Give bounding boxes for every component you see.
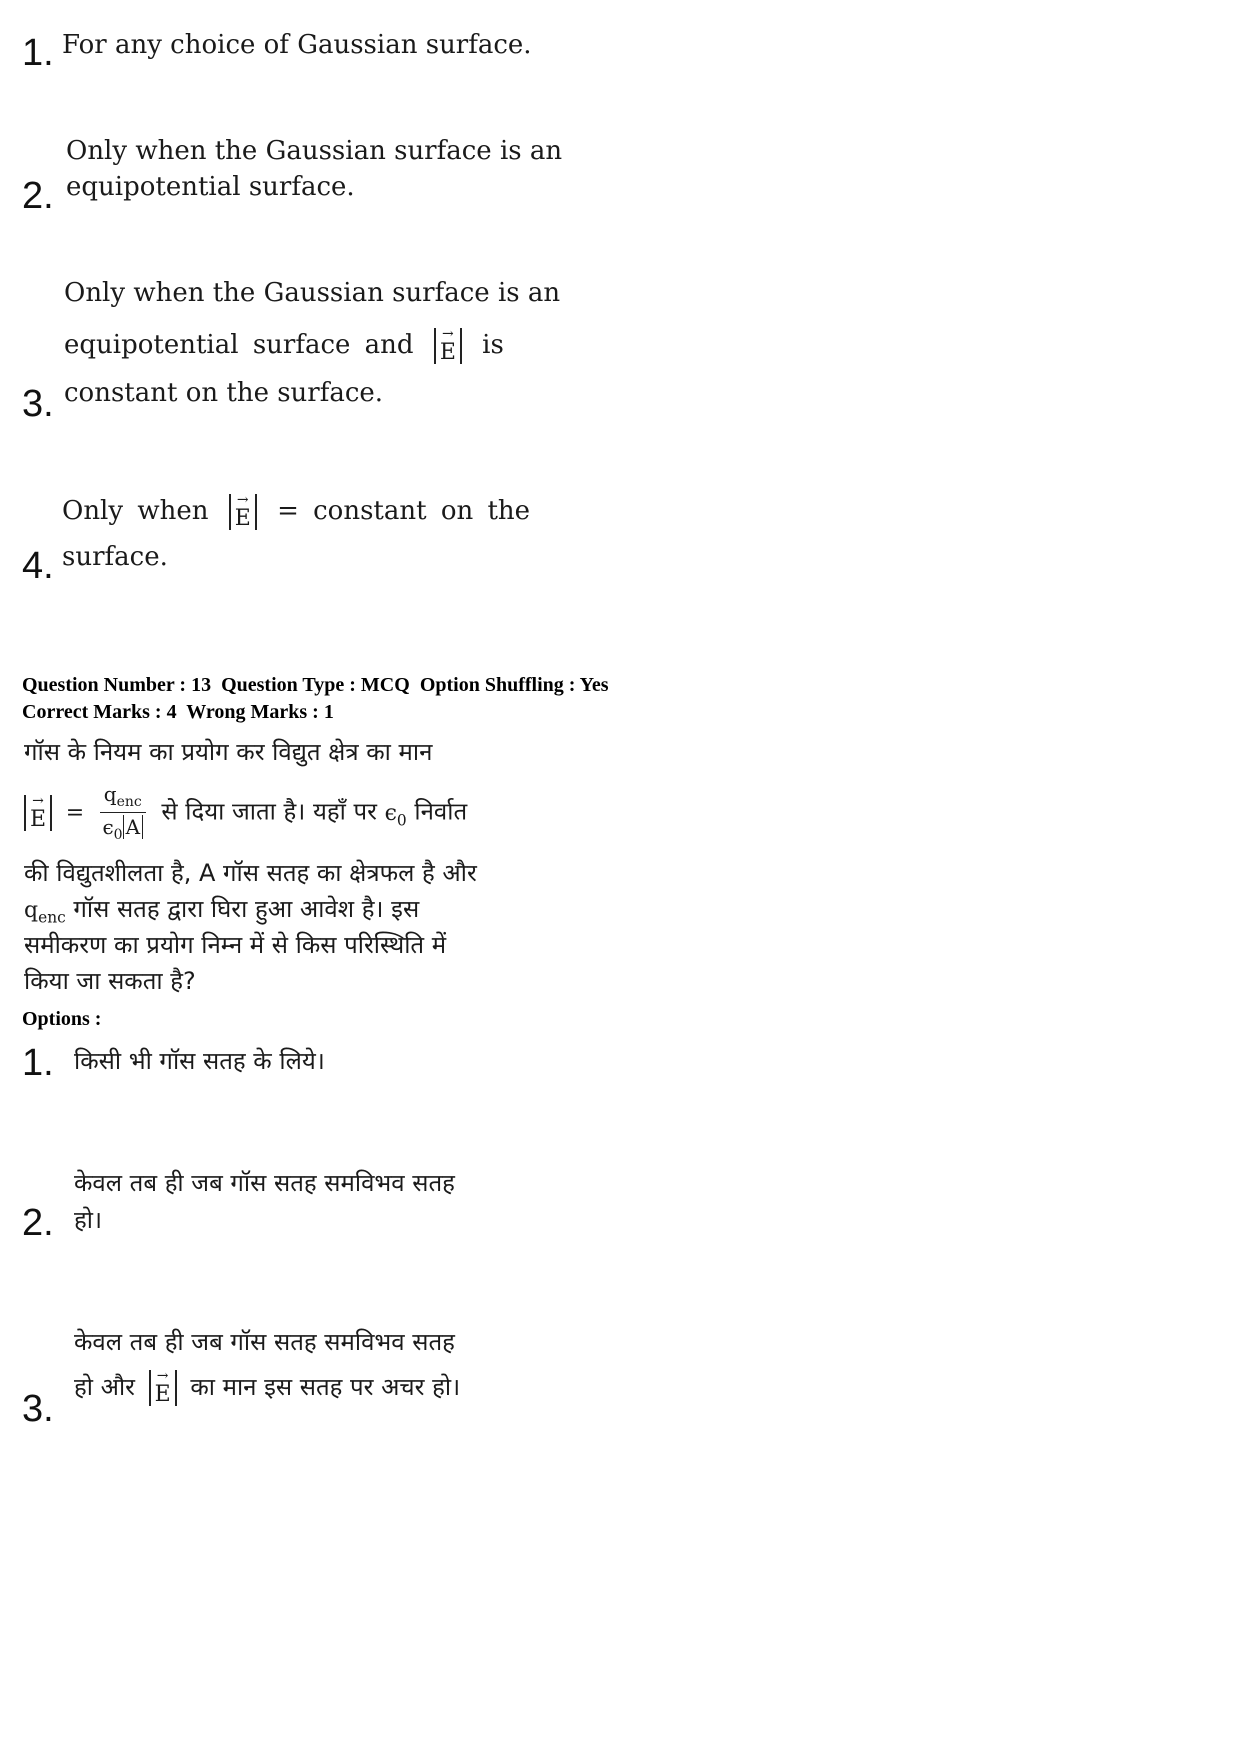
option-number: 1. (22, 32, 54, 74)
vector-e-magnitude: → E (229, 494, 257, 530)
options-label: Options : (22, 1008, 102, 1030)
question-text-line: किया जा सकता है? (24, 967, 196, 995)
option-text: surface. (62, 542, 168, 572)
option-text: केवल तब ही जब गॉस सतह समविभव सतह (74, 1169, 455, 1197)
option-text: For any choice of Gaussian surface. (62, 30, 532, 60)
vector-e-magnitude: → E (434, 328, 462, 364)
option-text: Only when the Gaussian surface is an (64, 278, 561, 308)
question-text-line: समीकरण का प्रयोग निम्न में से किस परिस्थिति में (24, 931, 447, 959)
option-shuffling: Option Shuffling : Yes (419, 674, 609, 696)
option-text-with-vector: equipotential surface and → E is (64, 326, 504, 365)
vector-e-magnitude: → E (24, 795, 52, 831)
option-number: 3. (22, 383, 54, 425)
option-text: equipotential surface. (66, 172, 355, 202)
correct-marks: Correct Marks : 4 (22, 701, 177, 723)
vector-e-magnitude: → E (149, 1370, 177, 1406)
question-text-line: गॉस के नियम का प्रयोग कर विद्युत क्षेत्र का मान (24, 738, 433, 766)
epsilon-zero: $\epsilon_0$ (384, 800, 407, 829)
question-meta-line1 (22, 674, 609, 697)
option-text: केवल तब ही जब गॉस सतह समविभव सतह (74, 1328, 455, 1356)
question-type: Question Type : MCQ (221, 674, 410, 696)
option-number: 1. (22, 1042, 54, 1084)
option-text-with-vector: हो और → E का मान इस सतह पर अचर हो। (74, 1368, 461, 1407)
question-text-line: $q_{enc}$ गॉस सतह द्वारा घिरा हुआ आवेश है। इस (24, 895, 420, 927)
option-text: Only when the Gaussian surface is an (66, 136, 563, 166)
question-meta-line2 (22, 701, 334, 724)
option-number: 2. (22, 1202, 54, 1244)
question-text-line: की विद्युतशीलता है, A गॉस सतह का क्षेत्रफल है और (24, 859, 477, 887)
question-equation-line: → E = $\frac{q_{enc}}{\epsilon_0 A}$ से दिया जाता है। यहाँ पर $\epsilon_0$ निर्वात (24, 782, 467, 843)
option-text-with-vector: Only when → E = constant on the (62, 492, 531, 531)
option-number: 2. (22, 175, 54, 217)
q-enc: $q_{enc}$ (24, 898, 66, 927)
gauss-law-fraction: $\frac{q_{enc}}{\epsilon_0 A}$ (100, 782, 146, 843)
option-text: हो। (74, 1206, 103, 1234)
option-text: किसी भी गॉस सतह के लिये। (74, 1047, 325, 1075)
question-number: Question Number : 13 (22, 674, 212, 696)
option-text: constant on the surface. (64, 378, 384, 408)
wrong-marks: Wrong Marks : 1 (186, 701, 334, 723)
option-number: 3. (22, 1388, 54, 1430)
option-number: 4. (22, 545, 54, 587)
